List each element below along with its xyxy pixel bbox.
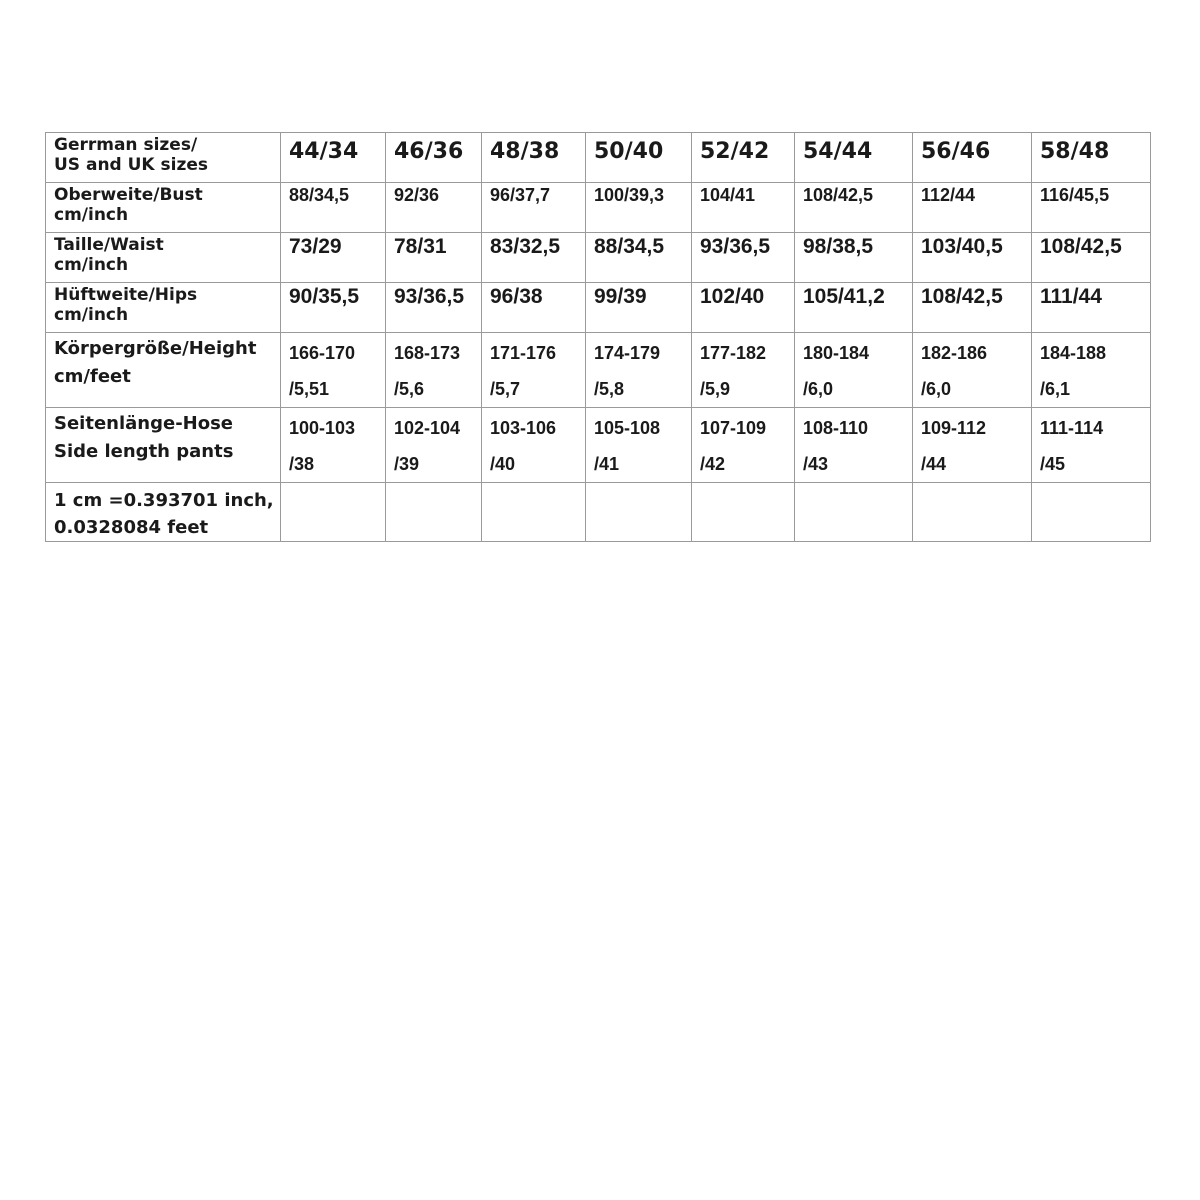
height-value-3-cm: 171-176	[490, 343, 557, 363]
waist-row	[46, 233, 1151, 283]
hips-value-7: 108/42,5	[913, 283, 1032, 333]
waist-value-4: 88/34,5	[586, 233, 692, 283]
hips-value-3: 96/38	[482, 283, 586, 333]
bust-row	[46, 183, 1151, 233]
conversion-note-cell	[46, 483, 281, 542]
hips-label-line-1: Hüftweite/Hips	[54, 285, 198, 305]
bust-value-6: 108/42,5	[795, 183, 913, 233]
conversion-note-row	[46, 483, 1151, 542]
waist-value-5: 93/36,5	[692, 233, 795, 283]
hips-label-cell	[46, 283, 281, 333]
header-label-line-1: Gerrman sizes/	[54, 135, 198, 155]
side-length-label-line-1: Seitenlänge-Hose	[54, 413, 234, 434]
bust-value-3: 96/37,7	[482, 183, 586, 233]
empty-cell	[692, 483, 795, 542]
hips-label-line-2: cm/inch	[54, 304, 129, 325]
side-length-value-5	[692, 408, 795, 483]
empty-cell	[1032, 483, 1151, 542]
bust-value-1: 88/34,5	[281, 183, 386, 233]
height-value-4	[586, 333, 692, 408]
side-length-value-1-inch: /38	[289, 454, 315, 474]
hips-row	[46, 283, 1151, 333]
side-length-value-5-inch: /42	[700, 454, 726, 474]
conversion-note-line-2: 0.0328084 feet	[54, 517, 209, 538]
waist-label-line-1: Taille/Waist	[54, 235, 164, 255]
height-value-7	[913, 333, 1032, 408]
height-label-line-1: Körpergröße/Height	[54, 338, 257, 359]
empty-cell	[586, 483, 692, 542]
height-value-3	[482, 333, 586, 408]
hips-value-1: 90/35,5	[281, 283, 386, 333]
empty-cell	[281, 483, 386, 542]
side-length-value-6-cm: 108-110	[803, 418, 869, 438]
side-length-value-6	[795, 408, 913, 483]
height-label-line-2: cm/feet	[54, 366, 131, 387]
waist-value-8: 108/42,5	[1032, 233, 1151, 283]
bust-value-8: 116/45,5	[1032, 183, 1151, 233]
empty-cell	[913, 483, 1032, 542]
height-value-1	[281, 333, 386, 408]
waist-value-6: 98/38,5	[795, 233, 913, 283]
waist-value-3: 83/32,5	[482, 233, 586, 283]
side-length-value-4-inch: /41	[594, 454, 620, 474]
side-length-value-8-inch: /45	[1040, 454, 1066, 474]
height-value-6	[795, 333, 913, 408]
height-value-6-feet: /6,0	[803, 379, 834, 399]
height-value-6-cm: 180-184	[803, 343, 870, 363]
height-value-5-cm: 177-182	[700, 343, 767, 363]
side-length-value-6-inch: /43	[803, 454, 829, 474]
side-length-value-7-inch: /44	[921, 454, 947, 474]
side-length-value-2-inch: /39	[394, 454, 420, 474]
side-length-value-1	[281, 408, 386, 483]
empty-cell	[795, 483, 913, 542]
height-value-1-cm: 166-170	[289, 343, 356, 363]
height-value-8-cm: 184-188	[1040, 343, 1107, 363]
size-header-4: 50/40	[586, 133, 692, 183]
waist-label-cell	[46, 233, 281, 283]
size-header-7: 56/46	[913, 133, 1032, 183]
conversion-note-line-1: 1 cm =0.393701 inch,	[54, 490, 274, 511]
hips-value-4: 99/39	[586, 283, 692, 333]
size-header-2: 46/36	[386, 133, 482, 183]
height-value-1-feet: /5,51	[289, 379, 330, 399]
height-value-2-feet: /5,6	[394, 379, 425, 399]
waist-value-2: 78/31	[386, 233, 482, 283]
side-length-value-3-inch: /40	[490, 454, 516, 474]
height-value-3-feet: /5,7	[490, 379, 521, 399]
size-header-6: 54/44	[795, 133, 913, 183]
side-length-value-3-cm: 103-106	[490, 418, 557, 438]
bust-label-line-1: Oberweite/Bust	[54, 185, 203, 205]
size-header-5: 52/42	[692, 133, 795, 183]
hips-value-2: 93/36,5	[386, 283, 482, 333]
side-length-row	[46, 408, 1151, 483]
side-length-label-line-2: Side length pants	[54, 441, 234, 462]
bust-label-line-2: cm/inch	[54, 204, 129, 225]
side-length-value-3	[482, 408, 586, 483]
height-value-2-cm: 168-173	[394, 343, 461, 363]
hips-value-5: 102/40	[692, 283, 795, 333]
side-length-value-2-cm: 102-104	[394, 418, 461, 438]
bust-value-4: 100/39,3	[586, 183, 692, 233]
size-header-8: 58/48	[1032, 133, 1151, 183]
size-chart-table	[45, 132, 1151, 542]
hips-value-8: 111/44	[1032, 283, 1151, 333]
height-value-7-feet: /6,0	[921, 379, 952, 399]
bust-label-cell	[46, 183, 281, 233]
height-value-8-feet: /6,1	[1040, 379, 1071, 399]
height-value-8	[1032, 333, 1151, 408]
size-header-1: 44/34	[281, 133, 386, 183]
height-value-5	[692, 333, 795, 408]
height-value-4-cm: 174-179	[594, 343, 661, 363]
height-value-5-feet: /5,9	[700, 379, 731, 399]
height-label-cell	[46, 333, 281, 408]
hips-value-6: 105/41,2	[795, 283, 913, 333]
height-value-7-cm: 182-186	[921, 343, 988, 363]
height-row	[46, 333, 1151, 408]
waist-value-1: 73/29	[281, 233, 386, 283]
side-length-value-7-cm: 109-112	[921, 418, 987, 438]
empty-cell	[482, 483, 586, 542]
header-label-line-2: US and UK sizes	[54, 154, 209, 175]
bust-value-7: 112/44	[913, 183, 1032, 233]
side-length-value-5-cm: 107-109	[700, 418, 767, 438]
size-header-3: 48/38	[482, 133, 586, 183]
height-value-2	[386, 333, 482, 408]
bust-value-2: 92/36	[386, 183, 482, 233]
bust-value-5: 104/41	[692, 183, 795, 233]
header-label-cell	[46, 133, 281, 183]
side-length-value-2	[386, 408, 482, 483]
waist-value-7: 103/40,5	[913, 233, 1032, 283]
side-length-value-8	[1032, 408, 1151, 483]
empty-cell	[386, 483, 482, 542]
side-length-value-7	[913, 408, 1032, 483]
side-length-value-1-cm: 100-103	[289, 418, 356, 438]
side-length-value-4-cm: 105-108	[594, 418, 661, 438]
side-length-value-4	[586, 408, 692, 483]
waist-label-line-2: cm/inch	[54, 254, 129, 275]
side-length-label-cell	[46, 408, 281, 483]
height-value-4-feet: /5,8	[594, 379, 625, 399]
side-length-value-8-cm: 111-114	[1040, 418, 1104, 438]
header-row	[46, 133, 1151, 183]
